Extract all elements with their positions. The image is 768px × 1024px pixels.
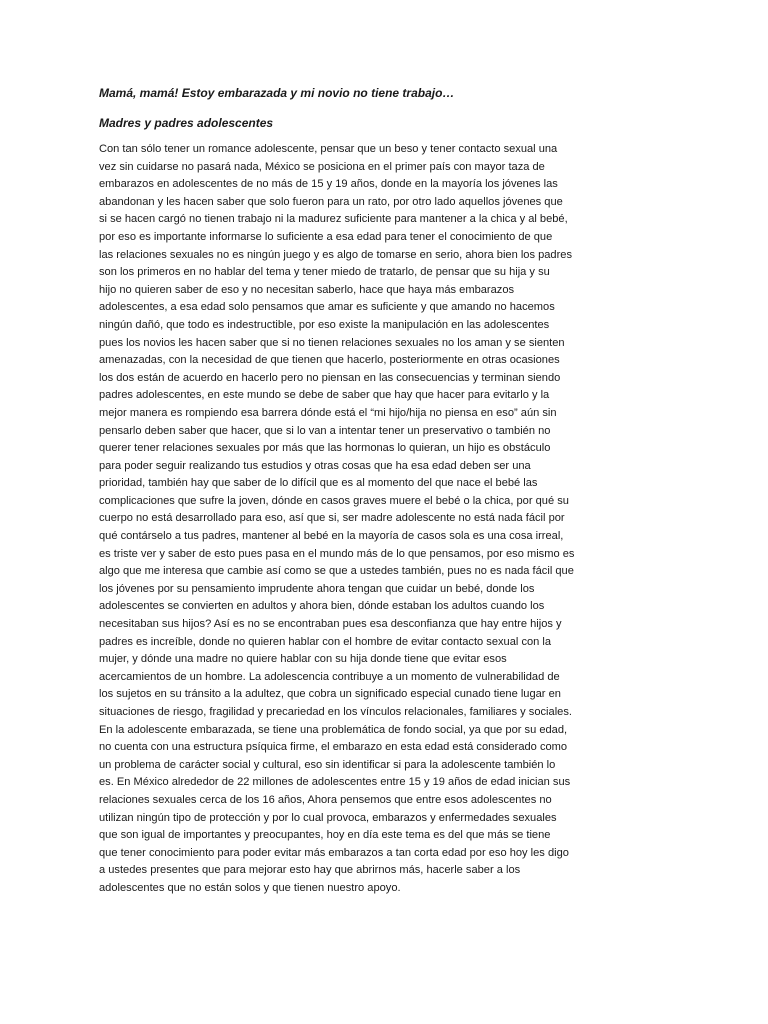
- body-line: algo que me interesa que cambie así como se que a ustedes también, pues no es nada fácil que: [99, 565, 574, 578]
- document-content: [99, 84, 609, 898]
- body-line: los jóvenes por su pensamiento imprudente ahora tengan que cuidar un bebé, donde los: [99, 582, 535, 595]
- body-line: padres es increíble, donde no quieren hablar con el hombre de evitar contacto sexual con la: [99, 635, 552, 648]
- body-line: no cuenta con una estructura psíquica firme, el embarazo en esta edad está considerado como: [99, 741, 568, 754]
- body-line: que tener conocimiento para poder evitar más embarazos a tan corta edad por eso hoy les digo: [99, 846, 569, 859]
- body-line: padres adolescentes, en este mundo se debe de saber que hay que hacer para evitarlo y la: [99, 389, 550, 402]
- document-title: Mamá, mamá! Estoy embarazada y mi novio no tiene trabajo…: [99, 86, 455, 100]
- body-line: querer tener relaciones sexuales por más que las hormonas lo quieran, un hijo es obstáculo: [99, 442, 551, 455]
- body-line: ningún dañó, que todo es indestructible, por eso existe la manipulación en las adolescentes: [99, 318, 550, 331]
- body-line: acercamientos de un hombre. La adolescencia contribuye a un momento de vulnerabilidad de: [99, 670, 560, 683]
- body-line: amenazadas, con la necesidad de que tienen que hacerlo, posteriormente en otras ocasiones: [99, 354, 560, 367]
- body-line: Con tan sólo tener un romance adolescente, pensar que un beso y tener contacto sexual una: [99, 143, 558, 155]
- body-line: cuerpo no está desarrollado para eso, así que si, ser madre adolescente no está nada fácil por: [99, 512, 565, 525]
- body-line: es. En México alrededor de 22 millones de adolescentes entre 15 y 19 años de edad inician sus: [99, 776, 571, 789]
- document-body: [99, 141, 609, 898]
- body-line: para poder seguir realizando tus estudios y otras cosas que ha esa edad deben ser una: [99, 459, 531, 472]
- body-line: pensarlo deben saber que hacer, que si lo van a intentar tener un preservativo o también no: [99, 424, 551, 437]
- body-line: los sujetos en su tránsito a la adultez, que cobra un significado especial cunado tiene lugar en: [99, 688, 561, 701]
- body-line: son los primeros en no hablar del tema y tener miedo de tratarlo, de pensar que su hija y su: [99, 266, 550, 279]
- body-line: utilizan ningún tipo de protección y por lo cual provoca, embarazos y enfermedades sexuales: [99, 811, 557, 824]
- body-line: abandonan y les hacen saber que solo fueron para un rato, por otro lado aquellos jóvenes que: [99, 195, 563, 208]
- body-line: adolescentes, a esa edad solo pensamos que amar es suficiente y que amando no hacemos: [99, 301, 555, 314]
- body-line: situaciones de riesgo, fragilidad y precariedad en los vínculos relacionales, familiares y sociales.: [99, 706, 572, 718]
- body-line: hijo no quieren saber de eso y no necesitan saberlo, hace que haya más embarazos: [99, 283, 515, 296]
- body-line: las relaciones sexuales no es ningún juego y es algo de tomarse en serio, ahora bien los padres: [99, 248, 573, 261]
- body-line: que son igual de importantes y preocupantes, hoy en día este tema es del que más se tiene: [99, 829, 551, 842]
- body-line: qué contárselo a tus padres, mantener al bebé en la mayoría de casos sola es una cosa irreal,: [99, 530, 564, 543]
- body-line: un problema de carácter social y cultural, eso sin identificar si para la adolescente también lo: [99, 758, 556, 771]
- body-line: a ustedes presentes que para mejorar esto hay que abrirnos más, hacerle saber a los: [99, 864, 521, 877]
- body-line: En la adolescente embarazada, se tiene una problemática de fondo social, ya que por su edad,: [99, 723, 568, 736]
- body-line: prioridad, también hay que saber de lo difícil que es al momento del que nace el bebé las: [99, 477, 538, 490]
- body-line: necesitaban sus hijos? Así es no se encontraban pues esa desconfianza que hay entre hijos y: [99, 618, 562, 631]
- body-line: adolescentes se convierten en adultos y ahora bien, dónde estaban los adultos cuando los: [99, 600, 545, 613]
- body-line: complicaciones que sufre la joven, dónde en casos graves muere el bebé o la chica, por qué su: [99, 494, 569, 507]
- document-subtitle: Madres y padres adolescentes: [99, 116, 274, 130]
- body-line: vez sin cuidarse no pasará nada, México se posiciona en el primer país con mayor taza de: [99, 160, 545, 173]
- body-line: es triste ver y saber de esto pues pasa en el mundo más de lo que pensamos, por eso mismo es: [99, 547, 575, 560]
- body-line: adolescentes que no están solos y que tienen nuestro apoyo.: [99, 881, 401, 894]
- body-line: los dos están de acuerdo en hacerlo pero no piensan en las consecuencias y terminan siendo: [99, 371, 561, 384]
- body-line: mejor manera es rompiendo esa barrera dónde está el “mi hijo/hija no piensa en eso” aún sin: [99, 406, 557, 419]
- body-line: si se hacen cargó no tienen trabajo ni la madurez suficiente para mantener a la chica y al bebé,: [99, 213, 568, 226]
- body-line: embarazos en adolescentes de no más de 15 y 19 años, donde en la mayoría los jóvenes las: [99, 178, 558, 191]
- body-line: por eso es importante informarse lo suficiente a esa edad para tener el conocimiento de que: [99, 230, 553, 243]
- body-line: pues los novios les hacen saber que si no tienen relaciones sexuales no los aman y se sienten: [99, 336, 565, 349]
- body-line: mujer, y dónde una madre no quiere hablar con su hija donde tiene que evitar esos: [99, 653, 507, 666]
- body-line: relaciones sexuales cerca de los 16 años, Ahora pensemos que entre esos adolescentes no: [99, 793, 552, 806]
